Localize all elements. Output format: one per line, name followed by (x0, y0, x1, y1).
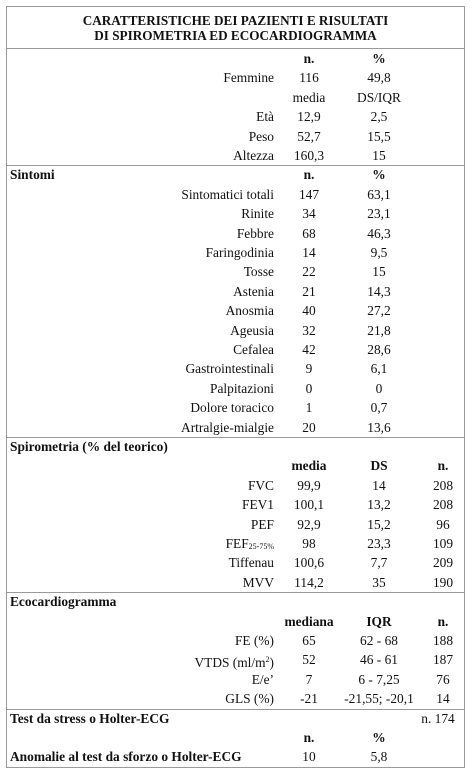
cell-pct: 6,1 (370, 361, 388, 377)
row-label-text: Palpitazioni (210, 380, 274, 396)
cell-pct: 63,1 (367, 186, 391, 202)
cell-pct: 21,8 (367, 322, 391, 338)
demographics-header-row (7, 49, 464, 68)
table-row (7, 553, 464, 572)
cell-media: 99,9 (297, 477, 321, 493)
cell-n: 40 (302, 303, 316, 319)
section-title-ecocardiogramma: Ecocardiogramma (10, 594, 117, 610)
row-label (185, 359, 274, 378)
cell-n: 96 (436, 516, 450, 532)
cell-mediana: -21 (300, 691, 318, 707)
table-row (7, 107, 464, 126)
cell-pct: 15 (372, 264, 386, 280)
table-row (7, 282, 464, 301)
spirometry-section-row (7, 437, 464, 456)
table-row (7, 301, 464, 320)
cell-n: 208 (432, 477, 454, 493)
table-row (7, 476, 464, 495)
table-row (7, 495, 464, 514)
table-row (7, 398, 464, 417)
echo-header-row (7, 612, 464, 631)
col-header-n: n. (303, 51, 315, 66)
cell-n: 109 (432, 536, 454, 551)
cell-ds: 35 (372, 574, 386, 590)
cell-pct: 0,7 (370, 400, 388, 416)
row-label-text: Ageusia (230, 322, 274, 338)
row-label: Età (256, 109, 274, 125)
row-label (229, 553, 274, 572)
cell-value: 2,5 (370, 109, 388, 125)
cell-n: 190 (432, 574, 454, 590)
table-row (7, 321, 464, 340)
cell-n: 116 (299, 70, 319, 86)
cell-n: 14 (436, 691, 450, 707)
cell-ds: 14 (372, 477, 386, 493)
table-row (7, 262, 464, 281)
col-header-iqr: IQR (366, 613, 392, 629)
cell-n: 188 (432, 633, 454, 648)
cell-iqr: -21,55; -20,1 (344, 691, 414, 707)
cell-n: 1 (305, 400, 313, 416)
col-header-pct: % (372, 167, 386, 183)
row-label-text: Astenia (233, 283, 274, 299)
results-table (6, 6, 465, 768)
cell-n: 0 (305, 380, 313, 396)
row-label (226, 301, 274, 320)
table-row (7, 534, 464, 553)
table-row (7, 650, 464, 669)
cell-media: 98 (302, 536, 316, 551)
row-label-text: Tosse (243, 264, 274, 280)
cell-iqr: 6 - 7,25 (358, 671, 400, 687)
cell-pct: 9,5 (370, 245, 388, 260)
cell-n: 20 (302, 419, 316, 435)
col-header-ds-iqr: DS/IQR (357, 89, 401, 105)
cell-media: 92,9 (297, 516, 321, 532)
cell-pct: 28,6 (367, 342, 391, 357)
cell-iqr: 46 - 61 (360, 652, 398, 668)
cell-mediana: 52 (302, 652, 316, 668)
row-label: Altezza (233, 148, 274, 163)
cell-n: 10 (302, 749, 316, 765)
row-label-anomalie: Anomalie al test da sforzo o Holter-ECG (10, 749, 242, 765)
demographics-header-row-2 (7, 88, 464, 107)
cell-ds: 15,2 (367, 516, 391, 532)
row-label (233, 340, 274, 359)
cell-value: 160,3 (293, 148, 325, 163)
cell-pct: 27,2 (367, 303, 391, 319)
cell-ds: 13,2 (367, 497, 391, 513)
row-label-text: MVV (242, 574, 274, 590)
row-label-text: Tiffenau (228, 555, 274, 571)
cell-n: 32 (302, 322, 316, 338)
row-label-text: Dolore toracico (190, 400, 274, 416)
table-row (7, 127, 464, 146)
cell-n: 21 (302, 283, 316, 299)
row-label-superscript: 2 (265, 655, 270, 665)
table-row (7, 379, 464, 398)
cell-pct: 5,8 (370, 749, 388, 765)
cell-media: 100,6 (293, 555, 325, 571)
table-row (7, 340, 464, 359)
section-title-stress: Test da stress o Holter-ECG (10, 710, 170, 726)
cell-value: 15 (372, 148, 386, 163)
row-label (181, 185, 274, 204)
cell-mediana: 7 (305, 671, 313, 687)
col-header-n: n. (437, 613, 449, 629)
cell-n: 187 (432, 652, 454, 668)
echo-section-row (7, 592, 464, 611)
cell-value: 52,7 (297, 128, 321, 144)
col-header-pct: % (372, 730, 386, 745)
col-header-n: n. (437, 458, 449, 474)
col-header-media: media (291, 458, 327, 474)
row-label-text: FEV1 (242, 497, 274, 513)
symptoms-header-row (7, 165, 464, 184)
cell-value: 15,5 (367, 128, 391, 144)
row-label: Femmine (223, 70, 274, 86)
row-label-text: Sintomatici totali (181, 186, 274, 202)
row-label (233, 282, 274, 301)
row-label-text: E/e’ (251, 671, 274, 687)
section-title-sintomi: Sintomi (10, 167, 55, 183)
row-label (230, 321, 274, 340)
table-row (7, 573, 464, 592)
spirometry-header-row (7, 456, 464, 475)
cell-pct: 46,3 (367, 225, 391, 241)
cell-n: 208 (432, 497, 454, 513)
table-row (7, 224, 464, 243)
cell-ds: 7,7 (370, 555, 388, 571)
cell-n: 34 (302, 206, 316, 222)
row-label-text: FVC (247, 477, 274, 493)
cell-n: 147 (298, 186, 320, 202)
stress-header-row (7, 728, 464, 747)
cell-n: 209 (432, 555, 454, 571)
table-row (7, 359, 464, 378)
cell-iqr: 62 - 68 (360, 633, 398, 648)
cell-ds: 23,3 (367, 536, 391, 551)
row-label-text: Gastrointestinali (185, 361, 274, 377)
row-label (190, 398, 274, 417)
stress-section-row (7, 709, 464, 728)
table-row (7, 631, 464, 650)
col-header-media: media (292, 89, 326, 105)
row-label (210, 379, 274, 398)
cell-n: 68 (302, 225, 316, 241)
table-title-line-2: DI SPIROMETRIA ED ECOCARDIOGRAMMA (94, 28, 377, 43)
cell-n: 9 (305, 361, 313, 377)
table-row (7, 670, 464, 689)
cell-pct: 13,6 (367, 419, 391, 435)
row-label-text: Febbre (236, 225, 274, 241)
cell-pct: 23,1 (367, 206, 391, 222)
section-title-spirometria: Spirometria (% del teorico) (10, 439, 168, 454)
table-row (7, 418, 464, 437)
row-label (206, 243, 274, 262)
row-label (181, 418, 274, 437)
row-label-text: FEF (225, 536, 249, 551)
col-header-n: n. (303, 730, 315, 745)
cell-pct: 0 (375, 380, 383, 396)
table-row (7, 68, 464, 87)
row-label-text: Rinite (241, 206, 274, 222)
cell-pct: 49,8 (367, 70, 391, 86)
row-label-text: GLS (%) (225, 691, 274, 707)
table-row (7, 747, 464, 766)
cell-media: 100,1 (293, 497, 325, 513)
table-row (7, 243, 464, 262)
table-row (7, 146, 464, 165)
cell-n: 14 (302, 245, 316, 260)
col-header-mediana: mediana (284, 613, 334, 629)
table-row (7, 185, 464, 204)
table-row (7, 515, 464, 534)
col-header-pct: % (372, 51, 386, 66)
cell-media: 114,2 (294, 574, 324, 590)
table-row (7, 204, 464, 223)
cell-n: 22 (302, 264, 316, 280)
row-label-text: Artralgie-mialgie (181, 419, 274, 435)
row-label-end: ) (269, 655, 274, 671)
cell-pct: 14,3 (367, 283, 391, 299)
row-label-text: Faringodinia (205, 245, 274, 260)
row-label-text: Anosmia (225, 303, 274, 319)
row-label-subscript: 25-75% (248, 542, 274, 551)
cell-mediana: 65 (302, 633, 316, 648)
row-label-text: VTDS (ml/m (194, 655, 266, 671)
row-label-text: PEF (250, 516, 274, 532)
cell-n: 76 (436, 671, 450, 687)
stress-total: n. 174 (421, 710, 455, 726)
cell-n: 42 (302, 342, 316, 357)
row-label-text: Cefalea (233, 342, 274, 357)
row-label (225, 689, 274, 708)
table-title-line-1: CARATTERISTICHE DEI PAZIENTI E RISULTATI (82, 13, 389, 28)
col-header-ds: DS (370, 458, 388, 474)
row-label-text: FE (%) (234, 633, 274, 648)
row-label: Peso (248, 128, 274, 144)
cell-value: 12,9 (297, 109, 321, 125)
col-header-n: n. (303, 167, 315, 183)
table-row (7, 689, 464, 708)
